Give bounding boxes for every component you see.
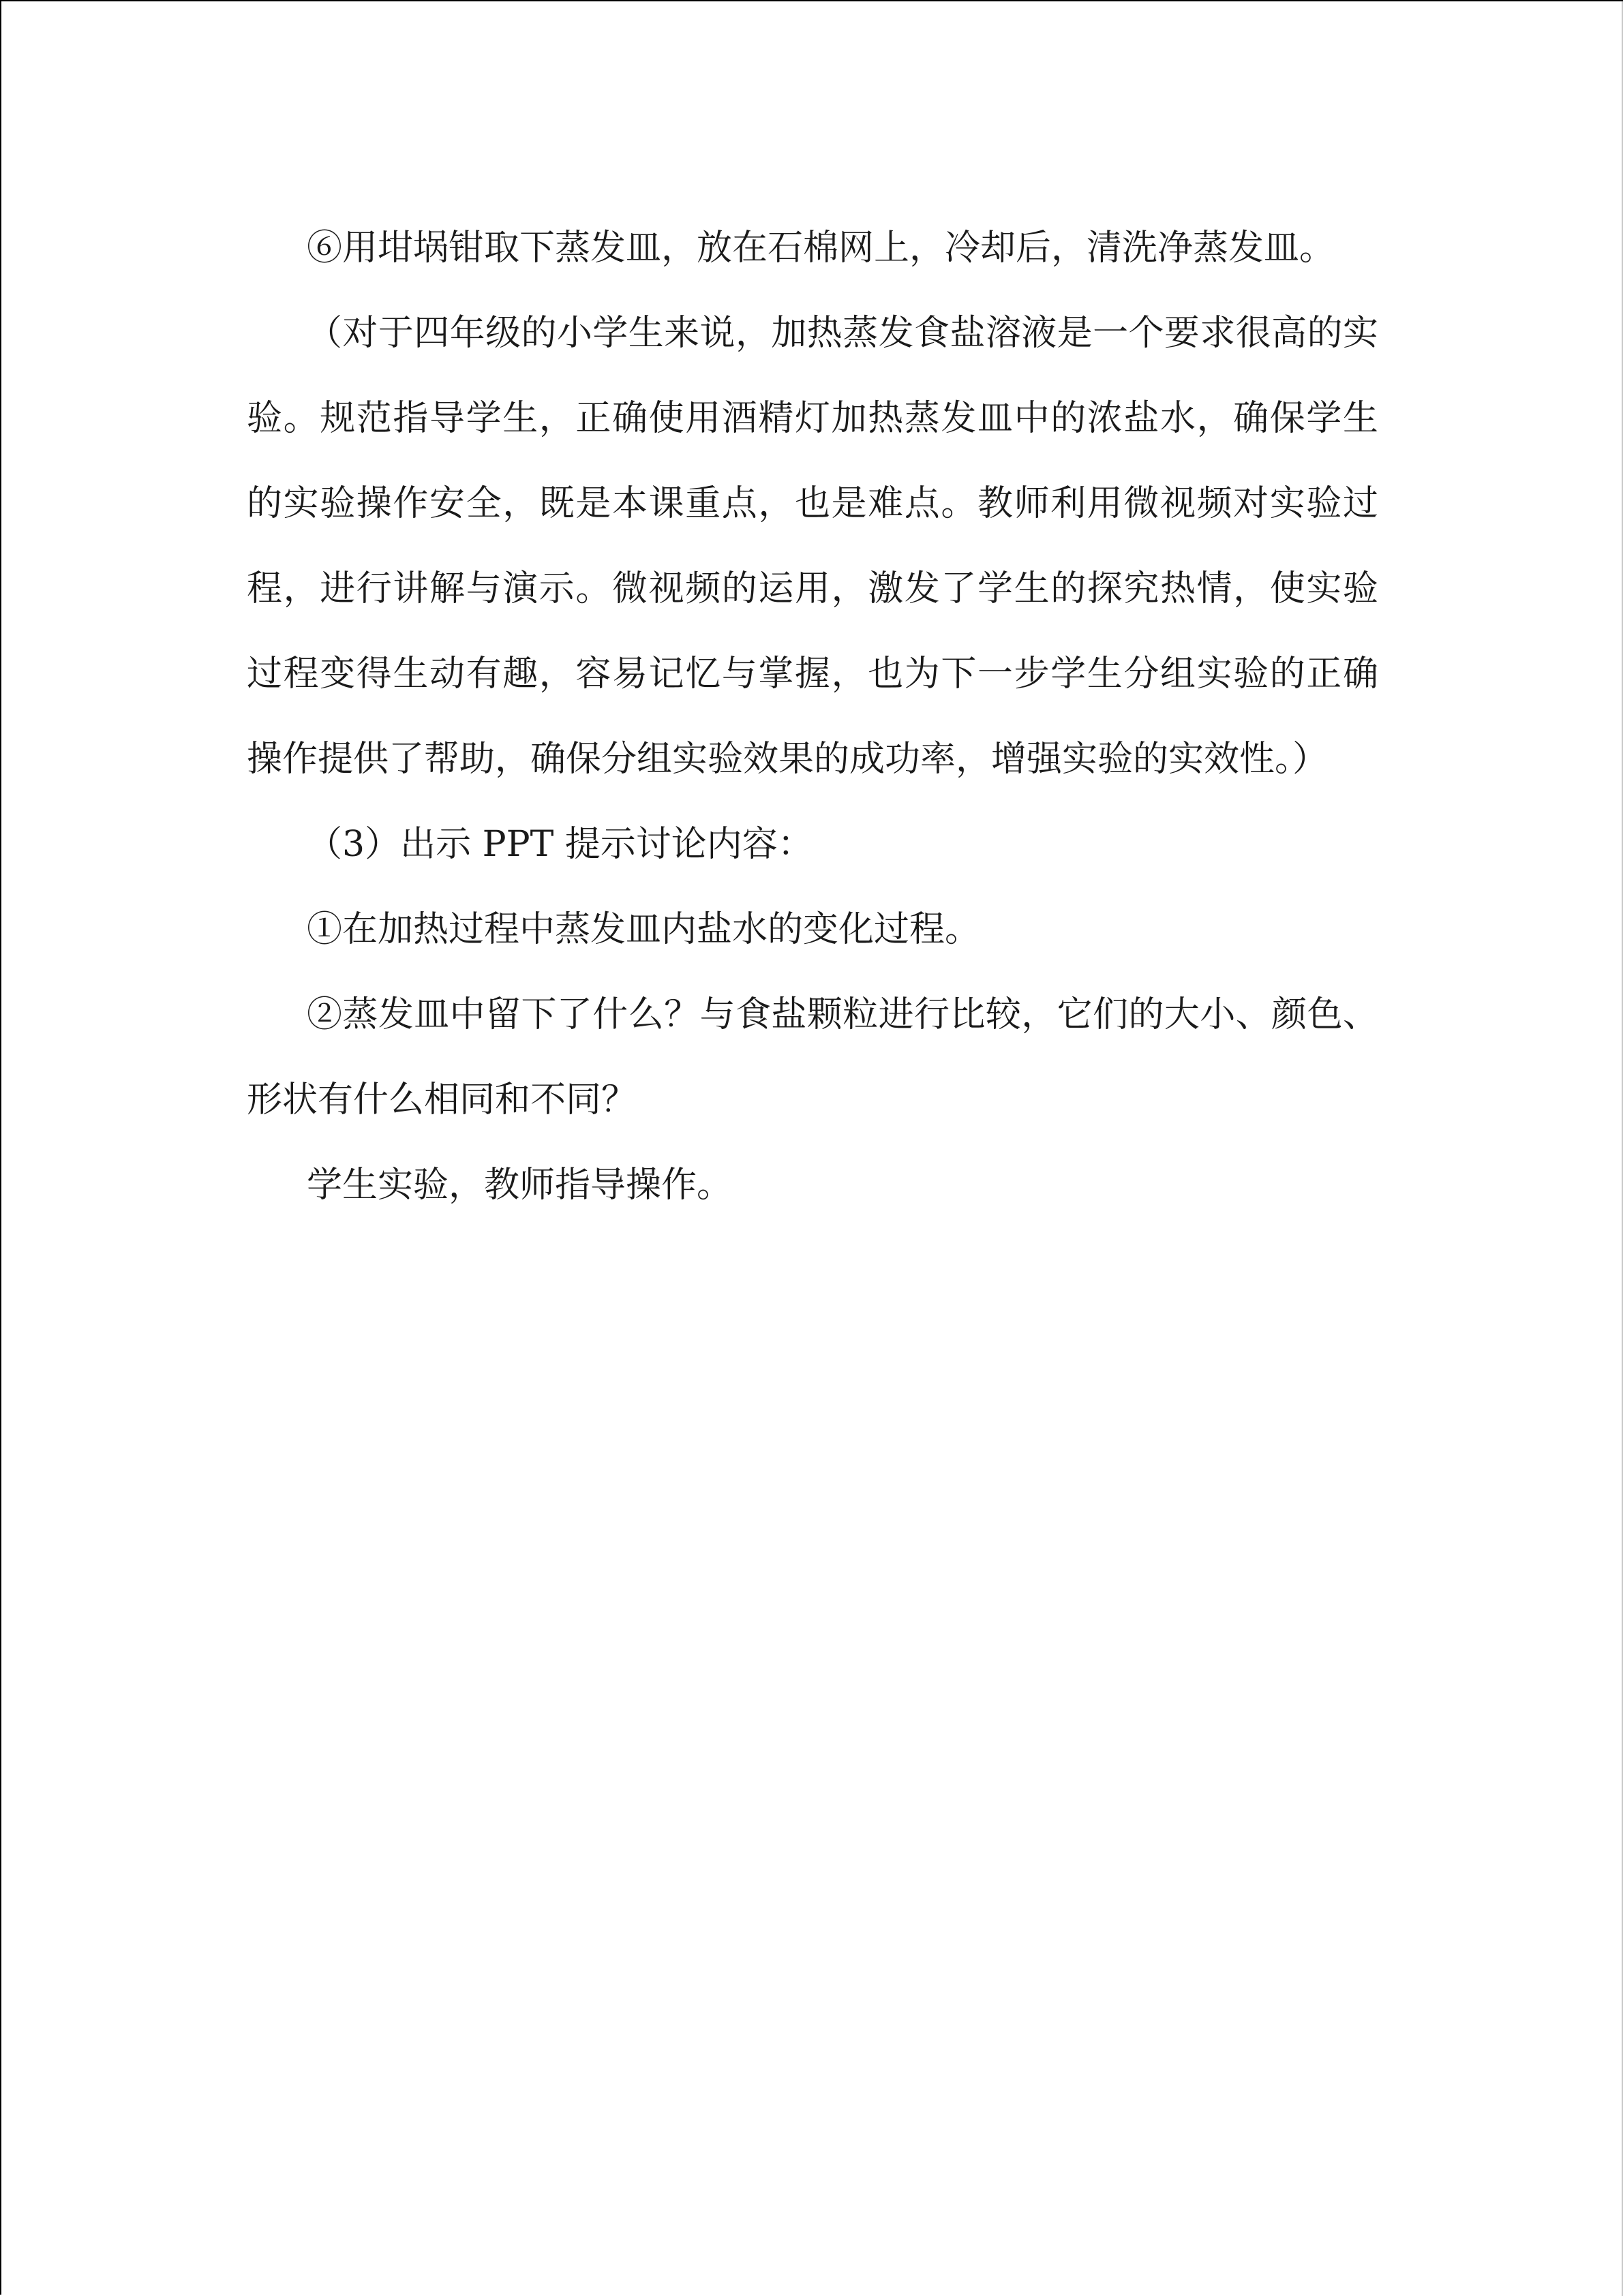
paragraph-question-2: ②蒸发皿中留下了什么？与食盐颗粒进行比较，它们的大小、颜色、形状有什么相同和不同？ xyxy=(247,994,1378,1120)
paragraph-student-experiment: 学生实验，教师指导操作。 xyxy=(307,1165,733,1206)
paragraph-ppt-discussion: （3）出示 PPT 提示讨论内容： xyxy=(307,824,813,865)
document-body xyxy=(247,206,1378,1228)
paragraph-question-1: ①在加热过程中蒸发皿内盐水的变化过程。 xyxy=(307,909,981,950)
paragraph-step-6: ⑥用坩埚钳取下蒸发皿，放在石棉网上，冷却后，清洗净蒸发皿。 xyxy=(307,228,1335,269)
paragraph-teaching-note: （对于四年级的小学生来说，加热蒸发食盐溶液是一个要求很高的实验。规范指导学生，正确使用酒精灯加热蒸发皿中的浓盐水，确保学生的实验操作安全，既是本课重点，也是难点。教师利用微视频对实验过程，进行讲解与演示。微视频的运用，激发了学生的探究热情，使实验过程变得生动有趣，容易记忆与掌握，也为下一步学生分组实验的正确操作提供了帮助，确保分组实验效果的成功率，增强实验的实效性。） xyxy=(247,313,1378,780)
